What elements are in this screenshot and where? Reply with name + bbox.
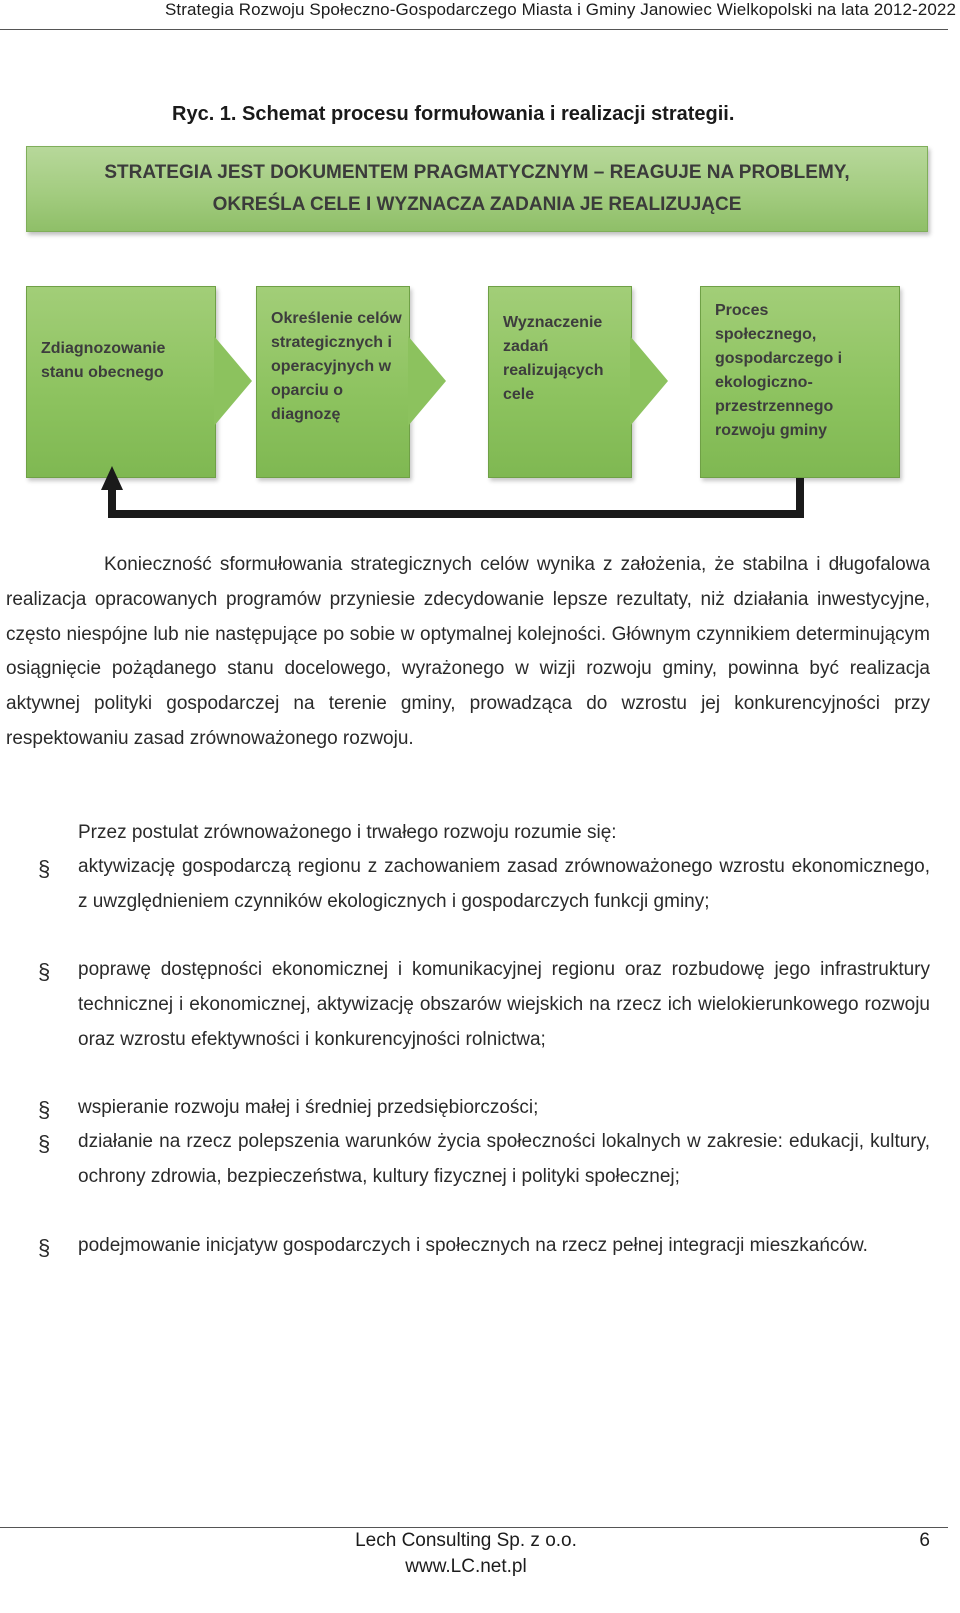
list-intro: Przez postulat zrównoważonego i trwałego rozwoju rozumie się: (78, 822, 617, 843)
figure-caption: Ryc. 1. Schemat procesu formułowania i realizacji strategii. (172, 103, 735, 125)
step-line: Zdiagnozowanie (41, 340, 166, 357)
step-line: diagnozę (271, 406, 341, 423)
step-line: operacyjnych w (271, 358, 392, 375)
list-item: podejmowanie inicjatyw gospodarczych i społecznych na rzecz pełnej integracji mieszkańców. (78, 1235, 868, 1256)
step-line: rozwoju gminy (715, 422, 827, 439)
step-line: Proces (715, 302, 769, 319)
list-item: poprawę dostępności ekonomicznej i komunikacyjnej regionu oraz rozbudowę jego infrastruktury technicznej i ekonomicznej, aktywizację obszarów wiejskich na rzecz ich wielokierunkowego rozwoju oraz wzrostu efektywności i konkurencyjności rolnictwa; (78, 959, 930, 1050)
list-item: aktywizację gospodarczą regionu z zachowaniem zasad zrównoważonego wzrostu ekonomicznego, z uwzględnieniem czynników ekologicznych i gospodarczych funkcji gminy; (78, 856, 930, 912)
step-line: oparciu o (271, 382, 344, 399)
step-line: ekologiczno- (715, 374, 813, 391)
step-line: cele (503, 386, 535, 403)
feedback-loop-arrow-icon (0, 0, 960, 540)
body-paragraph (6, 548, 930, 757)
step-line: przestrzennego (715, 398, 834, 415)
step-line: zadań (503, 338, 549, 355)
step-line: Wyznaczenie (503, 314, 603, 331)
step-line: gospodarczego i (715, 350, 843, 367)
page-number: 6 (919, 1530, 930, 1551)
step-line: realizujących (503, 362, 604, 379)
step-line: Określenie celów (271, 310, 402, 327)
step-line: stanu obecnego (41, 364, 164, 381)
footer-company: Lech Consulting Sp. z o.o. (355, 1530, 577, 1551)
footer-divider (0, 1527, 948, 1528)
section-sign-icon: § (38, 1097, 51, 1122)
section-sign-icon: § (38, 1235, 51, 1260)
section-sign-icon: § (38, 1131, 51, 1156)
section-sign-icon: § (38, 959, 51, 984)
step-line: społecznego, (715, 326, 817, 343)
list-item: działanie na rzecz polepszenia warunków życia społeczności lokalnych w zakresie: edukacji, kultury, ochrony zdrowia, bezpieczeństwa, kultury fizycznej i polityki społecznej; (78, 1131, 930, 1187)
footer-url: www.LC.net.pl (405, 1556, 527, 1577)
step-line: strategicznych i (271, 334, 392, 351)
banner-line-2: OKREŚLA CELE I WYZNACZA ZADANIA JE REALIZUJĄCE (212, 194, 742, 215)
section-sign-icon: § (38, 856, 51, 881)
banner-line-1: STRATEGIA JEST DOKUMENTEM PRAGMATYCZNYM – REAGUJE NA PROBLEMY, (104, 162, 850, 183)
list-item: wspieranie rozwoju małej i średniej przedsiębiorczości; (78, 1097, 539, 1118)
paragraph-text: Konieczność sformułowania strategicznych celów wynika z założenia, że stabilna i długofalowa realizacja opracowanych programów przyniesie zdecydowanie lepsze rezultaty, niż działania inwestycyjne, często niespójne lub nie następujące po sobie w optymalnej kolejności. Głównym czynnikiem determinującym osiągnięcie pożądanego stanu docelowego, wyrażonego w wizji rozwoju gminy, powinna być realizacja aktywnej polityki gospodarczej na terenie gminy, prowadząca do wzrostu jej konkurencyjności przy respektowaniu zasad zrównoważonego rozwoju. (6, 554, 930, 749)
header-title: Strategia Rozwoju Społeczno-Gospodarczego Miasta i Gminy Janowiec Wielkopolski na lata 2012-2022 (164, 0, 956, 19)
